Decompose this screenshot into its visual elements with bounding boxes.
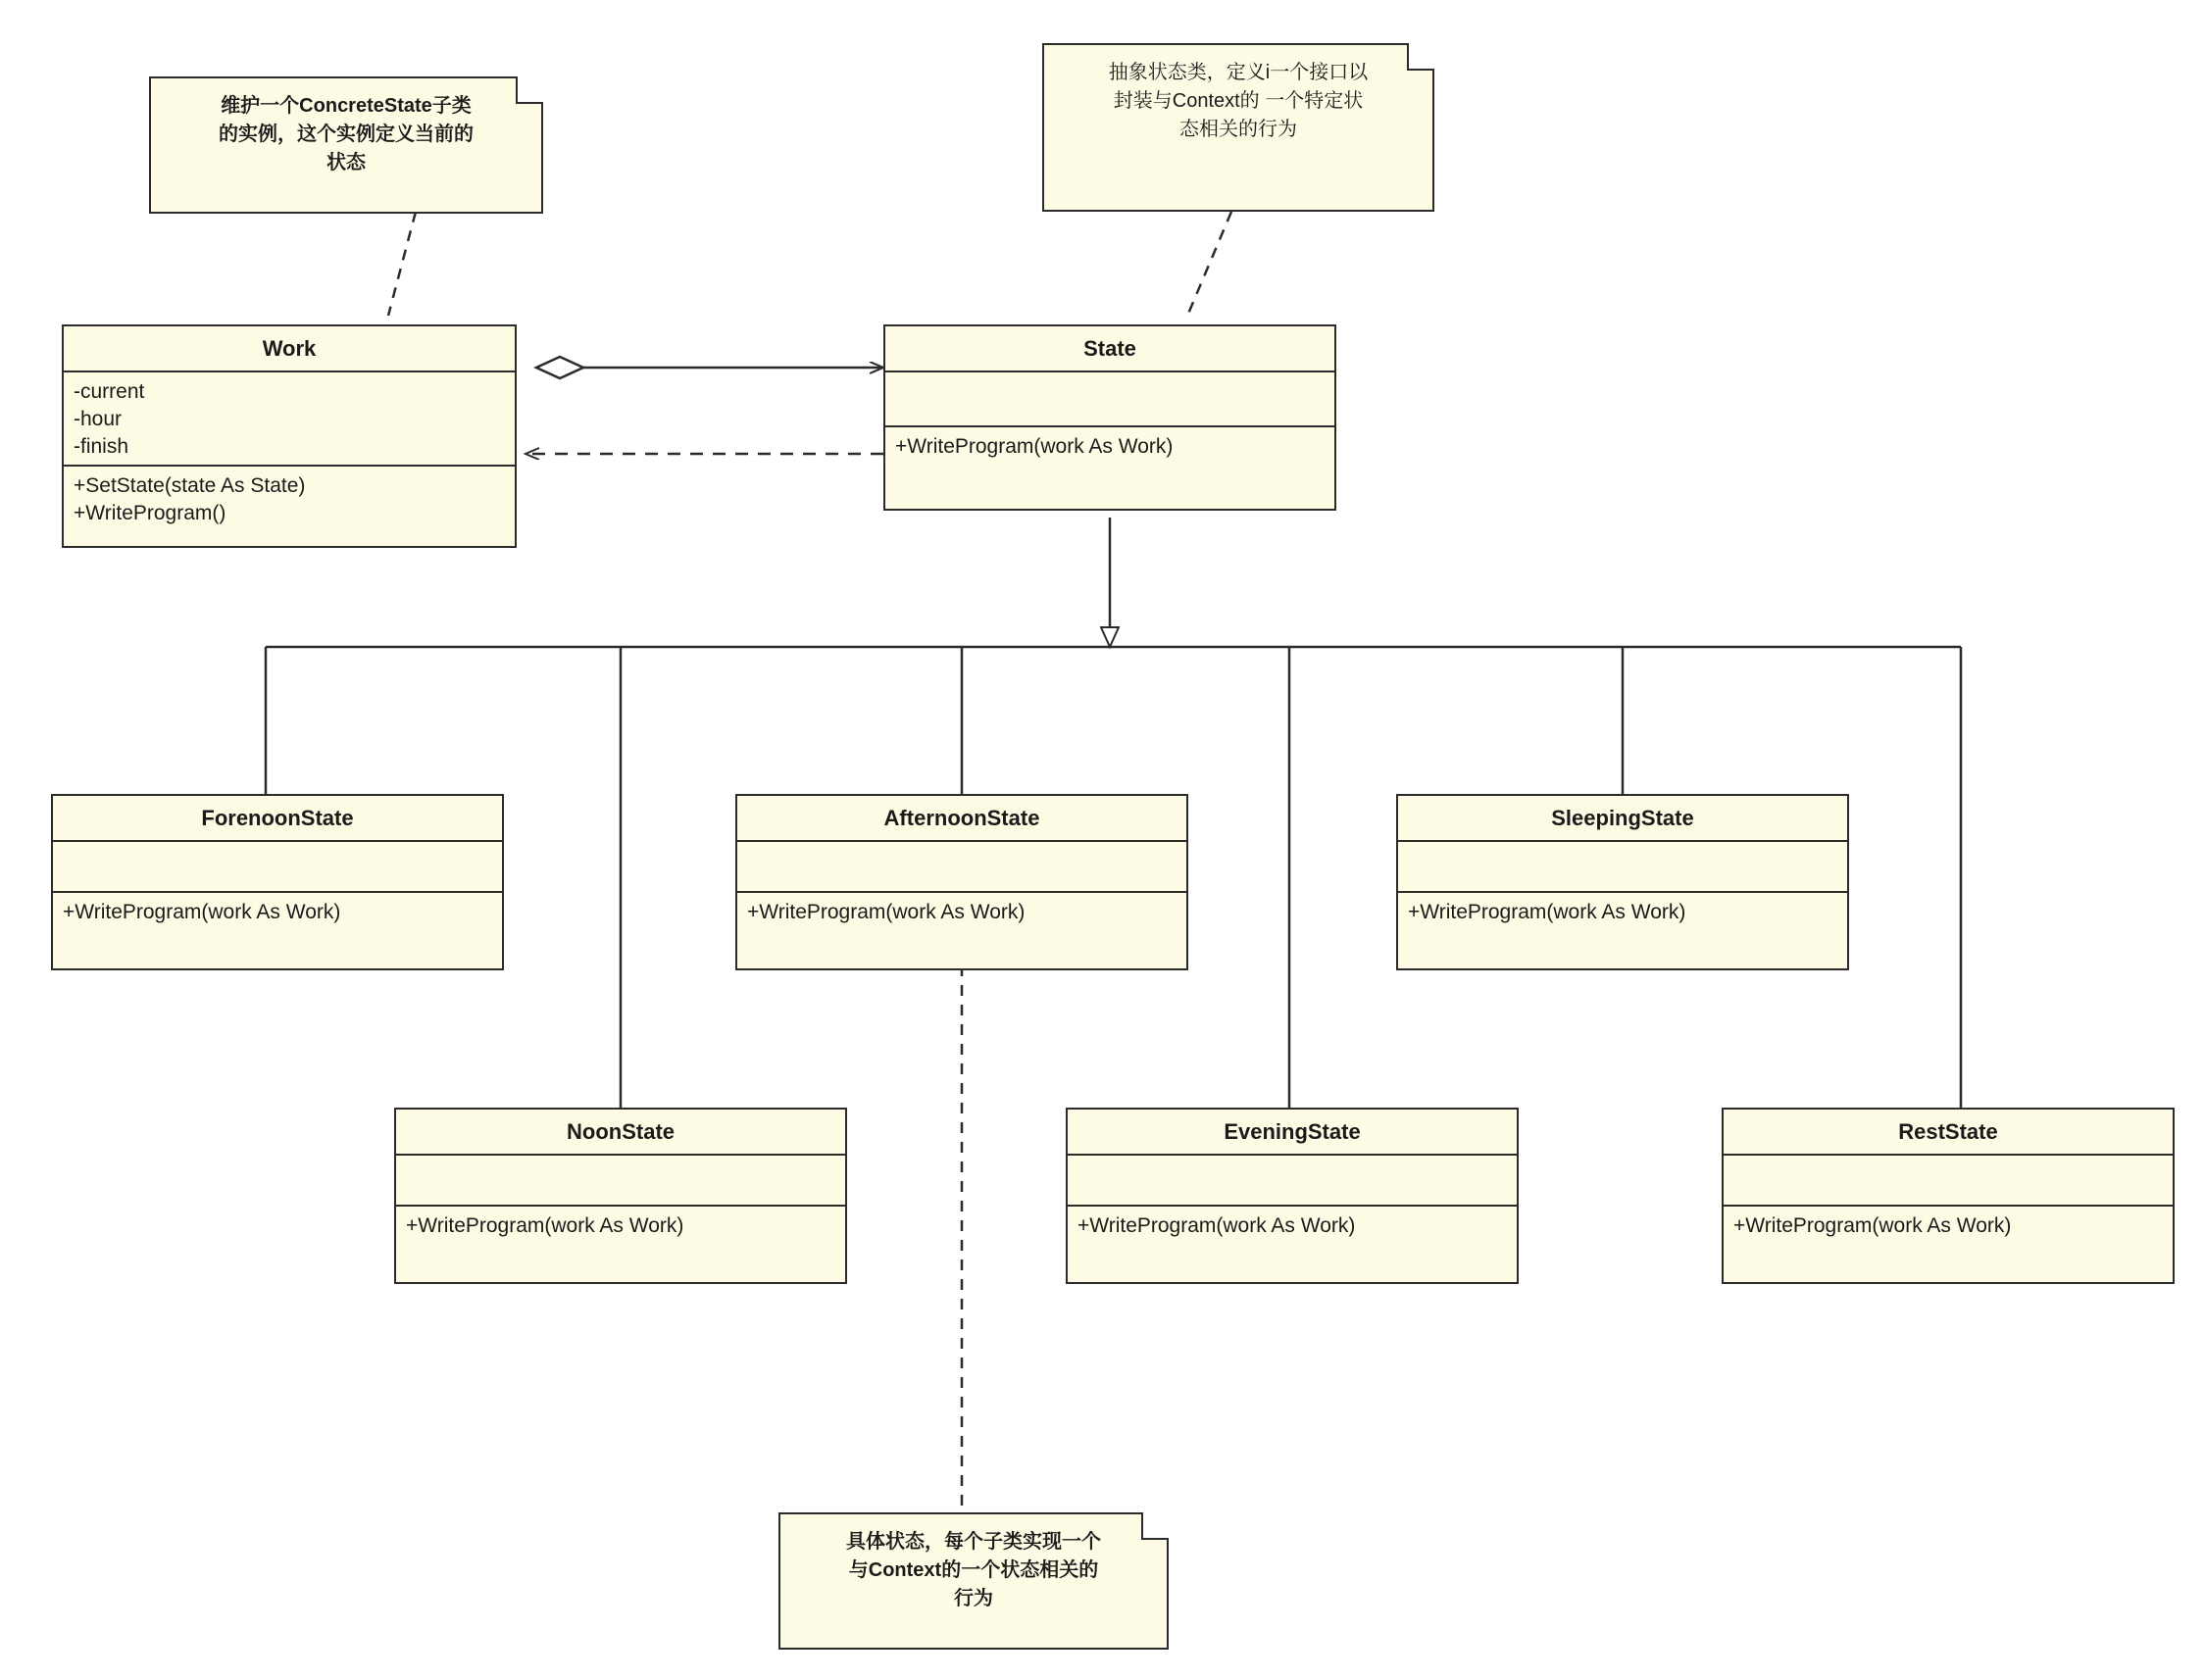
attribute-row: -finish — [74, 434, 129, 458]
class-title: State — [885, 326, 1334, 372]
class-eveningstate[interactable] — [1066, 1108, 1519, 1284]
note-line: 抽象状态类，定义i一个接口以 — [1108, 62, 1369, 83]
class-operations — [64, 467, 515, 532]
class-operations — [737, 893, 1186, 932]
operation-row: +WriteProgram(work As Work) — [747, 901, 1026, 924]
note-line: 维护一个ConcreteState子类 — [221, 95, 472, 117]
note-line: 状态 — [326, 152, 366, 173]
class-attributes — [885, 372, 1334, 427]
operation-row: +WriteProgram(work As Work) — [1733, 1214, 2012, 1238]
class-work[interactable] — [62, 324, 517, 548]
note-line: 封装与Context的 一个特定状 — [1113, 90, 1364, 112]
operation-row: +WriteProgram(work As Work) — [1077, 1214, 1356, 1238]
class-state[interactable] — [883, 324, 1336, 511]
note-fold-icon — [1141, 1512, 1169, 1540]
class-attributes — [396, 1156, 845, 1207]
class-title: Work — [64, 326, 515, 372]
class-forenoonstate[interactable] — [51, 794, 504, 970]
class-operations — [53, 893, 502, 932]
note-concrete — [778, 1512, 1169, 1650]
class-title: RestState — [1724, 1110, 2173, 1156]
class-attributes — [1724, 1156, 2173, 1207]
note-line: 与Context的一个状态相关的 — [848, 1559, 1099, 1581]
class-operations — [1398, 893, 1847, 932]
note-line: 态相关的行为 — [1179, 119, 1297, 140]
class-noonstate[interactable] — [394, 1108, 847, 1284]
operation-row: +WriteProgram(work As Work) — [1408, 901, 1686, 924]
note-fold-icon — [516, 76, 543, 104]
operation-row: +SetState(state As State) — [74, 474, 306, 498]
class-afternoonstate[interactable] — [735, 794, 1188, 970]
aggregation-diamond — [536, 357, 583, 378]
class-operations — [1068, 1207, 1517, 1246]
class-operations — [1724, 1207, 2173, 1246]
class-attributes — [737, 842, 1186, 893]
class-title: AfternoonState — [737, 796, 1186, 842]
note-state-link — [1188, 212, 1231, 314]
class-title: ForenoonState — [53, 796, 502, 842]
attribute-row: -current — [74, 380, 145, 404]
class-operations — [396, 1207, 845, 1246]
note-fold-icon — [1407, 43, 1434, 71]
class-attributes — [53, 842, 502, 893]
note-line: 具体状态，每个子类实现一个 — [846, 1531, 1101, 1553]
class-attributes — [64, 372, 515, 467]
note-line: 的实例，这个实例定义当前的 — [219, 124, 474, 145]
class-attributes — [1068, 1156, 1517, 1207]
note-line: 行为 — [954, 1588, 993, 1609]
operation-row: +WriteProgram(work As Work) — [406, 1214, 684, 1238]
class-sleepingstate[interactable] — [1396, 794, 1849, 970]
attribute-row: -hour — [74, 408, 123, 431]
operation-row: +WriteProgram(work As Work) — [895, 435, 1174, 459]
class-title: SleepingState — [1398, 796, 1847, 842]
operation-row: +WriteProgram(work As Work) — [63, 901, 341, 924]
note-work-link — [388, 212, 416, 316]
note-work — [149, 76, 543, 214]
class-title: EveningState — [1068, 1110, 1517, 1156]
operation-row: +WriteProgram() — [74, 502, 226, 525]
note-state — [1042, 43, 1434, 212]
class-title: NoonState — [396, 1110, 845, 1156]
class-attributes — [1398, 842, 1847, 893]
class-operations — [885, 427, 1334, 467]
class-reststate[interactable] — [1722, 1108, 2175, 1284]
